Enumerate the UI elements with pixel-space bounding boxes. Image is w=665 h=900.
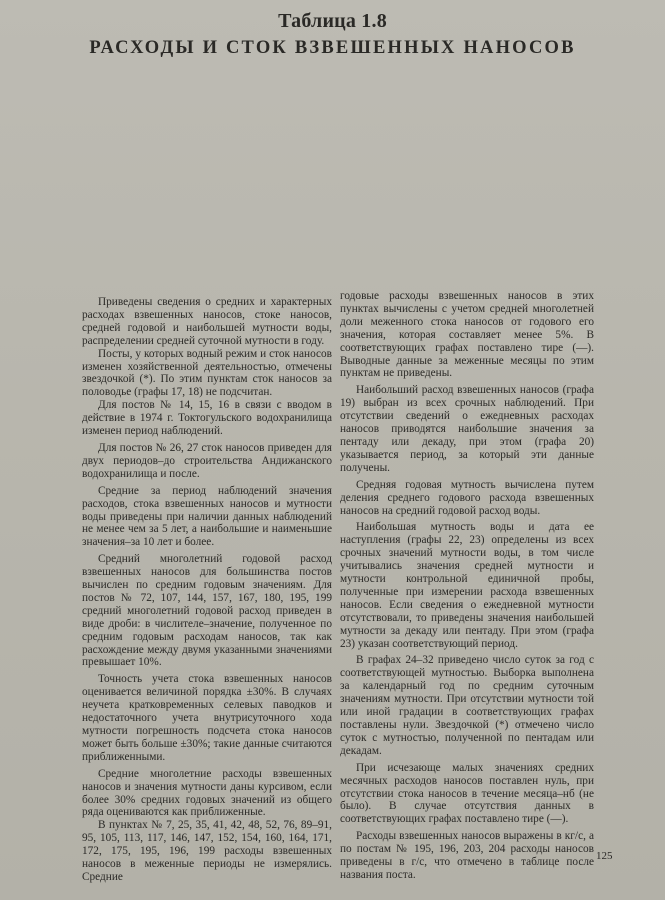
paragraph: Точность учета стока взвешенных наносов оценивается величиной порядка ±30%. В случаях неучета кратковременных селевых паводков и недостаточного учета внутрисуточного хода мутности погрешность подсчета стока наносов может быть больше ±30%; такие данные считаются приближенными. <box>82 673 332 763</box>
paragraph: Наибольший расход взвешенных наносов (графа 19) выбран из всех срочных наблюдений. При отсутствии сведений о ежедневных расходах наносов приводятся наибольшие значения за пентаду или декаду, при этом (графа 20) указывается период, за который эти данные получены. <box>340 384 594 474</box>
table-caption: Таблица 1.8 <box>278 10 387 32</box>
paragraph: годовые расходы взвешенных наносов в этих пунктах вычислены с учетом средней многолетней доли меженного стока наносов от годового его значения, которая составляет менее 5%. В соответствующих графах поставлено тире (—). Выводные данные за меженные месяцы по этим пунктам не приведены. <box>340 290 594 380</box>
paragraph: Расходы взвешенных наносов выражены в кг/с, а по постам № 195, 196, 203, 204 расходы наносов приведены в г/с, что отмечено в таблице после названия поста. <box>340 830 594 881</box>
paragraph: Наибольшая мутность воды и дата ее наступления (графы 22, 23) определены из всех срочных значений мутности воды, в том числе учитывались значения средней мутности и мутности контрольной единичной пробы, полученные при измерении расхода взвешенных наносов. Если сведения о ежедневной мутности отсутствовали, то приведены значения наибольшей мутности за декаду или пентаду. При этом (графа 23) указан соответствующий период. <box>340 521 594 650</box>
right-text-column <box>340 290 594 882</box>
page-title: РАСХОДЫ И СТОК ВЗВЕШЕННЫХ НАНОСОВ <box>89 38 576 58</box>
paragraph: При исчезающе малых значениях средних месячных расходов наносов поставлен нуль, при отсутствии стока наносов в течение месяца–нб (не было). В случае отсутствия данных в соответствующих графах поставлено тире (—). <box>340 761 594 826</box>
paragraph: Средние многолетние расходы взвешенных наносов и значения мутности даны курсивом, если более 30% средних годовых значений из общего ряда оцениваются как приближенные. <box>82 767 332 819</box>
left-text-column <box>82 296 332 884</box>
page-number: 125 <box>596 850 613 862</box>
paragraph: Средняя годовая мутность вычислена путем деления среднего годового расхода взвешенных наносов на средний годовой расход воды. <box>340 478 594 517</box>
paragraph: В пунктах № 7, 25, 35, 41, 42, 48, 52, 76, 89–91, 95, 105, 113, 117, 146, 147, 152, 154, 160, 164, 171, 172, 175, 195, 196, 199 расходы взвешенных наносов в меженные периоды не измерялись. Средние <box>82 819 332 883</box>
paragraph: Для постов № 26, 27 сток наносов приведен для двух периодов–до строительства Андижанского водохранилища и после. <box>82 441 332 480</box>
paragraph: Средние за период наблюдений значения расходов, стока взвешенных наносов и мутности воды приведены при наличии данных наблюдений не менее чем за 5 лет, а наибольшие и наименьшие значения–за 10 лет и более. <box>82 484 332 549</box>
paragraph: Средний многолетний годовой расход взвешенных наносов для большинства постов вычислен по средним годовым значениям. Для постов № 72, 107, 144, 157, 167, 180, 195, 199 средний многолетний годовой расход приведен в виде дроби: в числителе–значение, полученное по средним годовым расходам наносов, так как расхождение между двумя указанными значениями превышает 10%. <box>82 553 332 669</box>
paragraph: Посты, у которых водный режим и сток наносов изменен хозяйственной деятельностью, отмечены звездочкой (*). По этим пунктам сток наносов за половодье (графы 17, 18) не подсчитан. <box>82 347 332 399</box>
paragraph: Для постов № 14, 15, 16 в связи с вводом в действие в 1974 г. Токтогульского водохранилища изменен период наблюдений. <box>82 399 332 438</box>
paragraph: Приведены сведения о средних и характерных расходах взвешенных наносов, стоке наносов, средней годовой и наибольшей мутности воды, распределении средней суточной мутности в году. <box>82 296 332 347</box>
paragraph: В графах 24–32 приведено число суток за год с соответствующей мутностью. Выборка выполнена за календарный год по средним суточным значениям мутности. При отсутствии мутности той или иной градации в соответствующих графах поставлены нули. Звездочкой (*) отмечено число суток с мутностью, полученной по пентадам или декадам. <box>340 654 594 757</box>
